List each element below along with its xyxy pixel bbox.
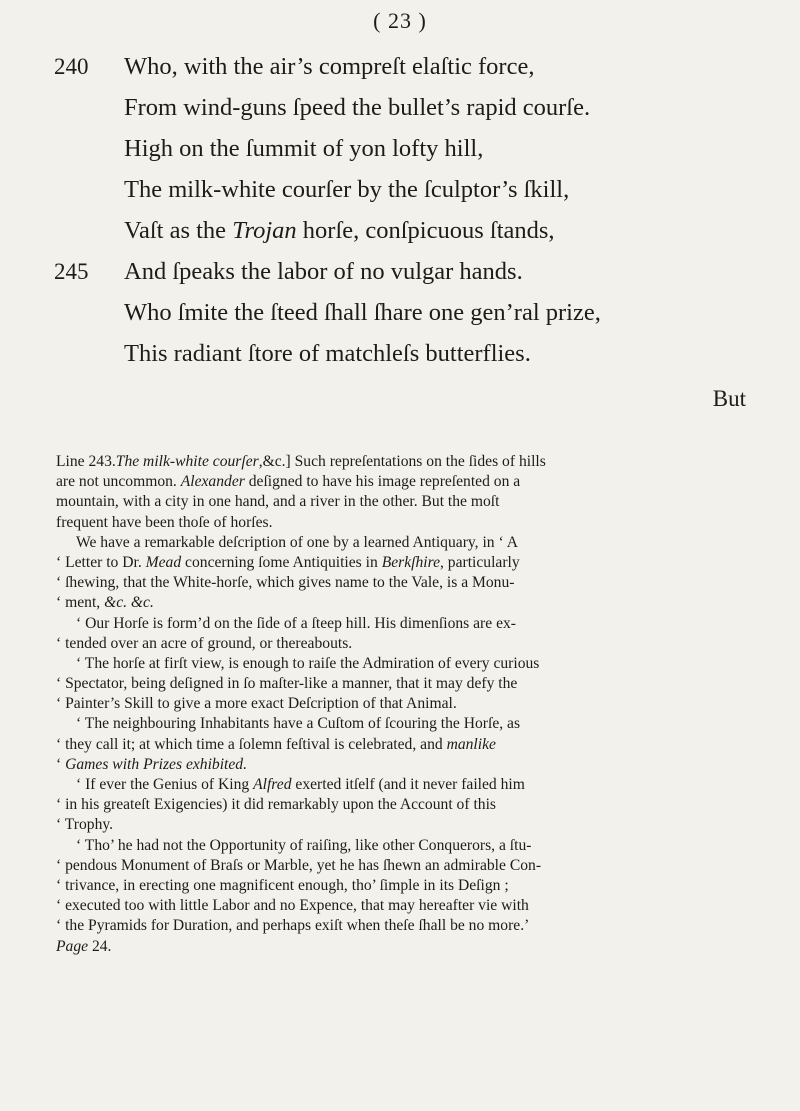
note-text: ‘ ment,: [56, 594, 105, 612]
note-text: Alexander: [180, 473, 245, 491]
note-text: Alfred: [253, 776, 292, 793]
verse-text: And ſpeaks the labor of no vulgar hands.: [124, 258, 523, 285]
poem-block: [0, 46, 800, 374]
note-text: ,&c.] Such repreſentations on the ſides of hills: [258, 453, 546, 470]
note-line: [56, 815, 756, 835]
note-text: ‘ they call it; at which time a ſolemn feſtival is celebrated, and: [56, 735, 447, 753]
verse-line: [0, 251, 800, 292]
note-text: ‘: [56, 755, 66, 773]
note-text: ‘ If ever the Genius of King: [76, 776, 254, 793]
verse-line: [0, 87, 800, 128]
note-text: are not uncommon.: [56, 473, 181, 491]
page-number: ( 23 ): [373, 8, 427, 33]
verse-text: Vaſt as the Trojan horſe, conſpicuous ſtands,: [124, 217, 555, 244]
note-text: ‘ Tho’ he had not the Opportunity of raiſing, like other Conquerors, a ſtu-: [76, 836, 532, 854]
note-line: [56, 856, 756, 876]
verse-line: [0, 128, 800, 169]
note-line: [56, 533, 756, 553]
verse-line: [0, 333, 800, 374]
verse-text: This radiant ſtore of matchleſs butterflies.: [124, 340, 531, 367]
note-text: ‘ The neighbouring Inhabitants have a Cuſtom of ſcouring the Horſe, as: [76, 715, 521, 733]
note-text: ‘ executed too with little Labor and no Expence, that may hereafter vie with: [56, 897, 529, 915]
verse-line: [0, 169, 800, 210]
note-text: The milk-white courſer: [115, 453, 259, 470]
note-line: [56, 795, 756, 815]
note-line: [56, 755, 756, 775]
note-text: frequent have been thoſe of horſes.: [56, 513, 273, 531]
line-number: 245: [54, 259, 89, 284]
note-text: ‘ pendous Monument of Braſs or Marble, yet he has ſhewn an admirable Con-: [56, 856, 542, 874]
note-text: ‘ in his greateſt Exigencies) it did remarkably upon the Account of this: [56, 796, 496, 814]
note-text: ‘ the Pyramids for Duration, and perhaps exiſt when theſe ſhall be no more.’: [56, 917, 530, 935]
verse-text: Who ſmite the ſteed ſhall ſhare one gen’ral prize,: [124, 299, 601, 326]
note-line: [56, 694, 756, 714]
note-line: [56, 836, 756, 856]
note-line: [56, 916, 756, 936]
note-text: 24.: [88, 937, 112, 955]
note-line: [56, 513, 756, 533]
line-number: 240: [54, 54, 89, 79]
note-line: [56, 614, 756, 634]
verse-line: [0, 292, 800, 333]
note-line: [56, 876, 756, 896]
note-line: [56, 674, 756, 694]
note-text: manlike: [446, 735, 496, 753]
note-line: [56, 896, 756, 916]
note-text: ‘ Painter’s Skill to give a more exact Deſcription of that Animal.: [56, 695, 457, 713]
verse-text: The milk-white courſer by the ſculptor’s ſkill,: [124, 176, 570, 203]
verse-text: From wind-guns ſpeed the bullet’s rapid courſe.: [124, 94, 591, 121]
note-text: ‘ Our Horſe is form’d on the ſide of a ſteep hill. His dimenſions are ex-: [76, 614, 516, 632]
note-text: Line 243.: [56, 453, 116, 470]
note-text: exerted itſelf (and it never failed him: [291, 776, 525, 793]
note-text: We have a remarkable deſcription of one by a learned Antiquary, in ‘ A: [76, 533, 518, 551]
note-line: [56, 714, 756, 734]
note-text: mountain, with a city in one hand, and a river in the other. But the moſt: [56, 493, 500, 511]
verse-text: Who, with the air’s compreſt elaſtic force,: [124, 53, 535, 80]
note-line: [56, 553, 756, 573]
verse-text: High on the ſummit of yon lofty hill,: [124, 135, 484, 162]
note-text: deſigned to have his image repreſented on a: [244, 473, 521, 491]
note-line: [56, 593, 756, 613]
note-line: [56, 492, 756, 512]
note-text: ‘ Trophy.: [56, 816, 114, 834]
note-text: ‘ Letter to Dr.: [56, 553, 146, 571]
note-text: ‘ tended over an acre of ground, or thereabouts.: [56, 634, 353, 652]
note-text: concerning ſome Antiquities in: [181, 553, 382, 571]
note-line: [56, 654, 756, 674]
note-text: &c. &c.: [104, 594, 154, 612]
note-text: Page: [56, 937, 89, 955]
note-line: [56, 735, 756, 755]
catchword: But: [712, 386, 746, 411]
note-line: [56, 775, 756, 795]
note-text: ‘ Spectator, being deſigned in ſo maſter-like a manner, that it may defy the: [56, 675, 518, 693]
note-line: [56, 472, 756, 492]
note-text: , particularly: [440, 553, 520, 571]
note-text: ‘ trivance, in erecting one magnificent enough, tho’ ſimple in its Deſign ;: [56, 876, 509, 894]
note-line: [56, 634, 756, 654]
note-text: Mead: [145, 553, 182, 571]
verse-line: [0, 46, 800, 87]
footnotes: [56, 452, 756, 957]
note-line: [56, 937, 756, 957]
verse-line: [0, 210, 800, 251]
note-text: ‘ ſhewing, that the White-horſe, which gives name to the Vale, is a Monu-: [56, 574, 515, 592]
note-text: Berkſhire: [381, 553, 440, 571]
note-line: [56, 452, 756, 472]
note-text: Games with Prizes exhibited.: [65, 755, 247, 773]
note-text: ‘ The horſe at firſt view, is enough to raiſe the Admiration of every curious: [76, 654, 540, 672]
note-line: [56, 573, 756, 593]
